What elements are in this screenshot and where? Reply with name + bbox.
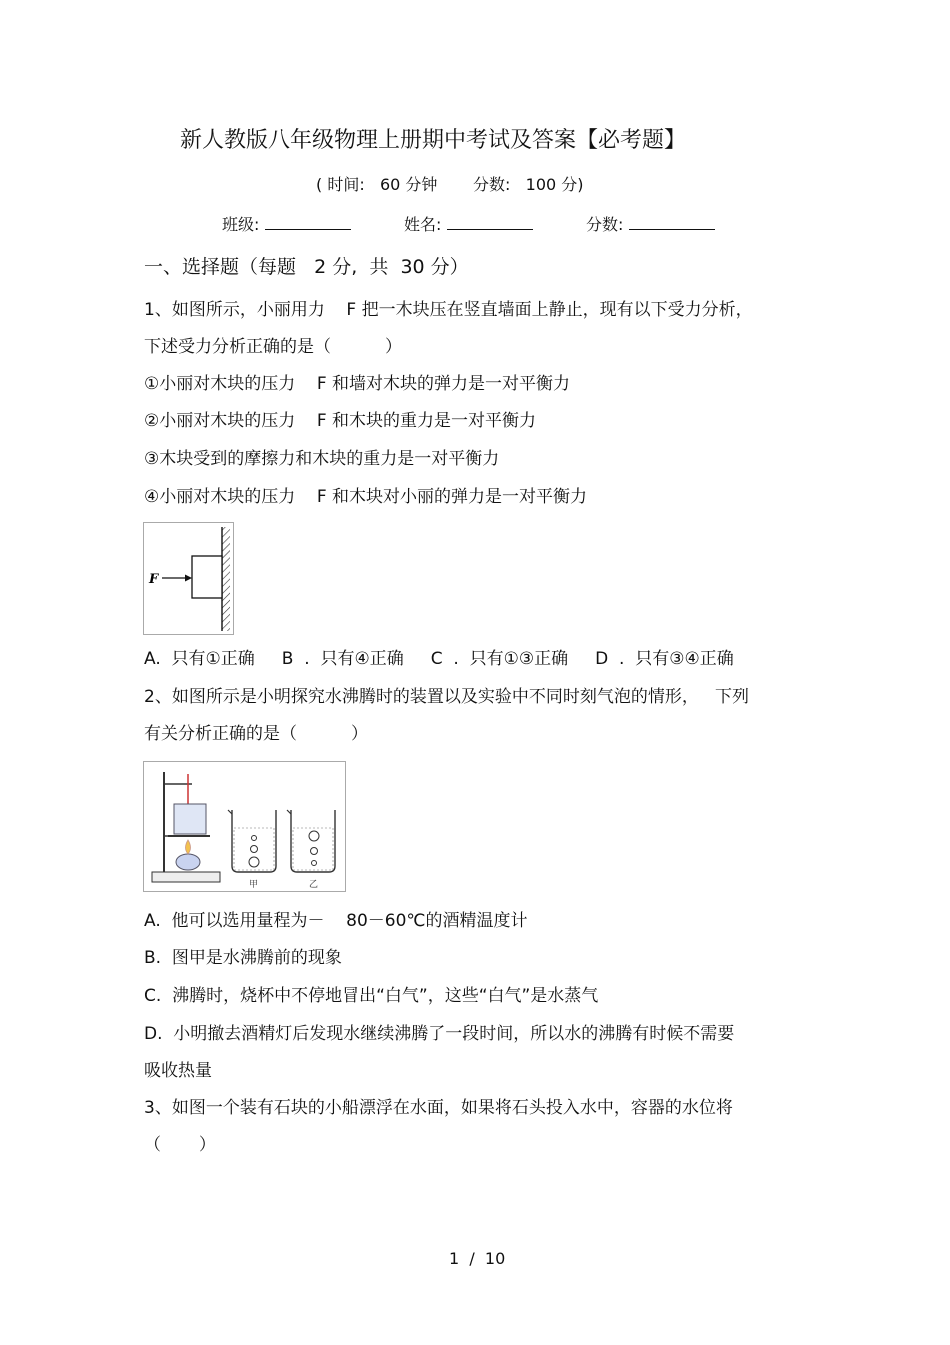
score-label: 分数: [586, 215, 624, 234]
q1-figure [143, 522, 234, 635]
q2-option-a: A. 他可以选用量程为－ 80－60℃的酒精温度计 [144, 911, 528, 931]
score-field [586, 215, 715, 233]
class-field [222, 215, 351, 233]
q2-option-b: B. 图甲是水沸腾前的现象 [144, 948, 342, 968]
name-blank [447, 215, 533, 230]
section-heading: 一、选择题（每题 2 分, 共 30 分） [144, 256, 469, 278]
score-blank [629, 215, 715, 230]
wall-hatch [222, 527, 230, 631]
bubble [252, 836, 257, 841]
page-number: 1 / 10 [449, 1249, 506, 1268]
bubble [309, 831, 319, 841]
q1-figure-drawing [144, 523, 233, 634]
force-label: F [149, 572, 159, 587]
q1-options: A. 只有①正确 B . 只有④正确 C . 只有①③正确 D . 只有③④正确 [144, 649, 734, 669]
stand-base [152, 872, 220, 882]
label-yi: 乙 [309, 880, 319, 890]
label-jia: 甲 [249, 880, 259, 890]
q3-stem-line2: （ ） [144, 1135, 216, 1155]
q2-figure-drawing [144, 762, 345, 891]
q1-statement-1: ①小丽对木块的压力 F 和墙对木块的弹力是一对平衡力 [144, 374, 571, 394]
class-blank [265, 215, 351, 230]
class-label: 班级: [222, 215, 260, 234]
q2-stem-line2: 有关分析正确的是（ ） [144, 724, 369, 744]
q2-option-d-cont: 吸收热量 [144, 1061, 212, 1081]
alcohol-lamp [176, 854, 200, 870]
bubble [311, 848, 318, 855]
q1-statement-2: ②小丽对木块的压力 F 和木块的重力是一对平衡力 [144, 411, 537, 431]
bubble [251, 846, 258, 853]
wood-block [192, 556, 222, 598]
bubble [249, 857, 259, 867]
heated-beaker [174, 804, 206, 834]
q2-option-d: D. 小明撤去酒精灯后发现水继续沸腾了一段时间，所以水的沸腾有时候不需要 [144, 1024, 735, 1044]
q1-statement-4: ④小丽对木块的压力 F 和木块对小丽的弹力是一对平衡力 [144, 487, 588, 507]
q2-stem-line1: 2、如图所示是小明探究水沸腾时的装置以及实验中不同时刻气泡的情形， 下列 [144, 687, 750, 707]
bubble [312, 861, 317, 866]
name-label: 姓名: [404, 215, 442, 234]
q1-stem-line2: 下述受力分析正确的是（ ） [144, 337, 403, 357]
flame [186, 840, 191, 854]
page-title: 新人教版八年级物理上册期中考试及答案【必考题】 [180, 128, 687, 153]
q2-figure [143, 761, 346, 892]
q1-stem-line1: 1、如图所示，小丽用力 F 把一木块压在竖直墙面上静止，现有以下受力分析， [144, 300, 753, 320]
name-field [404, 215, 533, 233]
q3-stem-line1: 3、如图一个装有石块的小船漂浮在水面，如果将石头投入水中，容器的水位将 [144, 1098, 733, 1118]
q2-option-c: C. 沸腾时，烧杯中不停地冒出“白气”，这些“白气”是水蒸气 [144, 986, 599, 1006]
exam-info: ( 时间: 60 分钟 分数: 100 分) [316, 175, 584, 194]
force-arrow-head [185, 575, 192, 582]
q1-statement-3: ③木块受到的摩擦力和木块的重力是一对平衡力 [144, 449, 500, 469]
